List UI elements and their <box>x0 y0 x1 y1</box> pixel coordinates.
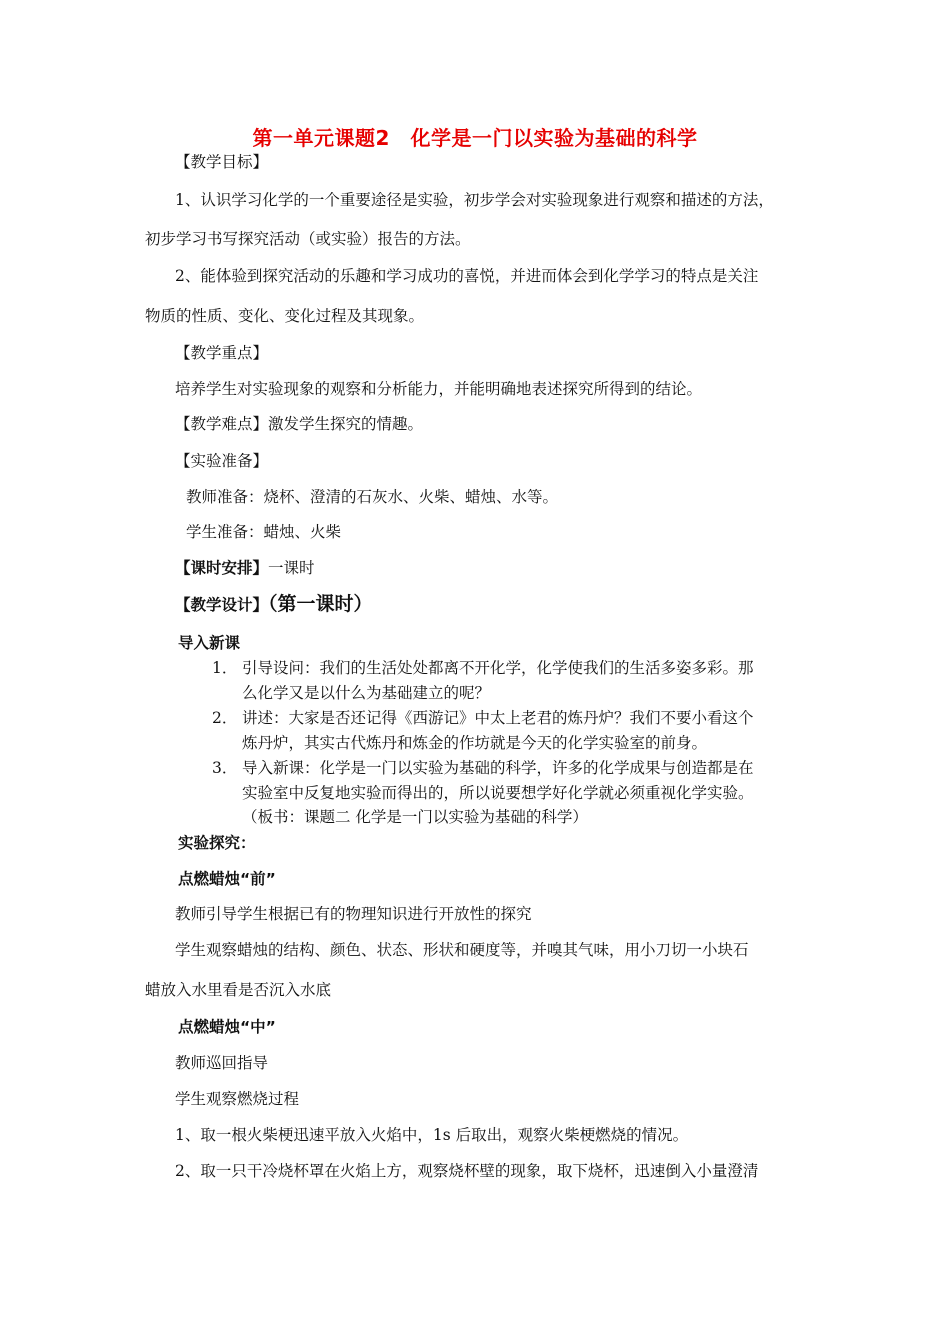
objective-1-line-1: 1、认识学习化学的一个重要途径是实验，初步学会对实验现象进行观察和描述的方法， <box>175 191 774 209</box>
intro-item-3-line-2: 实验室中反复地实验而得出的，所以说要想学好化学就必须重视化学实验。 <box>242 784 754 802</box>
intro-item-3-line-1 <box>212 758 754 778</box>
intro-item-3-line-3: （板书：课题二 化学是一门以实验为基础的科学） <box>242 808 588 826</box>
preparation-heading: 【实验准备】 <box>175 452 269 470</box>
key-points-text: 培养学生对实验现象的观察和分析能力，并能明确地表述探究所得到的结论。 <box>175 380 703 398</box>
objective-2-line-1: 2、能体验到探究活动的乐趣和学习成功的喜悦，并进而体会到化学学习的特点是关注 <box>175 267 759 285</box>
before-paragraph-2-line-2: 蜡放入水里看是否沉入水底 <box>145 981 332 999</box>
intro-item-2-number: 2． <box>212 709 238 727</box>
difficulty-heading: 【教学难点】 <box>175 415 269 433</box>
intro-item-2-line-1 <box>212 708 754 728</box>
schedule-text: 一课时 <box>268 559 315 577</box>
difficulty-line <box>175 414 423 434</box>
intro-item-1-number: 1． <box>212 659 238 677</box>
intro-item-1-text: 引导设问：我们的生活处处都离不开化学，化学使我们的生活多姿多彩。那 <box>242 659 754 677</box>
before-paragraph-2-line-1: 学生观察蜡烛的结构、颜色、状态、形状和硬度等，并嗅其气味，用小刀切一小块石 <box>175 941 749 959</box>
student-preparation: 学生准备：蜡烛、火柴 <box>186 523 342 541</box>
document-title: 第一单元课题2 化学是一门以实验为基础的科学 <box>252 126 698 150</box>
during-heading: 点燃蜡烛“中” <box>178 1018 276 1036</box>
design-line <box>175 594 373 615</box>
before-heading: 点燃蜡烛“前” <box>178 870 276 888</box>
intro-item-3-text: 导入新课：化学是一门以实验为基础的科学，许多的化学成果与创造都是在 <box>242 759 754 777</box>
design-session: （第一课时） <box>268 593 373 615</box>
during-paragraph-2: 学生观察燃烧过程 <box>175 1090 300 1108</box>
objective-2-line-2: 物质的性质、变化、变化过程及其现象。 <box>145 307 425 325</box>
explore-heading: 实验探究： <box>178 834 256 852</box>
intro-item-1-line-1 <box>212 658 754 678</box>
intro-item-2-text: 讲述：大家是否还记得《西游记》中太上老君的炼丹炉？我们不要小看这个 <box>242 709 754 727</box>
objective-1-line-2: 初步学习书写探究活动（或实验）报告的方法。 <box>145 230 471 248</box>
teacher-preparation: 教师准备：烧杯、澄清的石灰水、火柴、蜡烛、水等。 <box>186 488 559 506</box>
intro-heading: 导入新课 <box>178 634 241 652</box>
during-step-1: 1、取一根火柴梗迅速平放入火焰中，1s 后取出，观察火柴梗燃烧的情况。 <box>175 1126 689 1144</box>
before-paragraph-1: 教师引导学生根据已有的物理知识进行开放性的探究 <box>175 905 532 923</box>
schedule-heading: 【课时安排】 <box>175 559 269 577</box>
intro-item-3-number: 3． <box>212 759 238 777</box>
during-paragraph-1: 教师巡回指导 <box>175 1054 269 1072</box>
intro-item-2-line-2: 炼丹炉，其实古代炼丹和炼金的作坊就是今天的化学实验室的前身。 <box>242 734 708 752</box>
objectives-heading: 【教学目标】 <box>175 153 269 171</box>
during-step-2: 2、取一只干冷烧杯罩在火焰上方，观察烧杯壁的现象，取下烧杯，迅速倒入小量澄清 <box>175 1162 759 1180</box>
schedule-line <box>175 558 315 578</box>
difficulty-text: 激发学生探究的情趣。 <box>268 415 424 433</box>
design-heading: 【教学设计】 <box>175 596 269 614</box>
intro-item-1-line-2: 么化学又是以什么为基础建立的呢？ <box>242 684 491 702</box>
key-points-heading: 【教学重点】 <box>175 344 269 362</box>
